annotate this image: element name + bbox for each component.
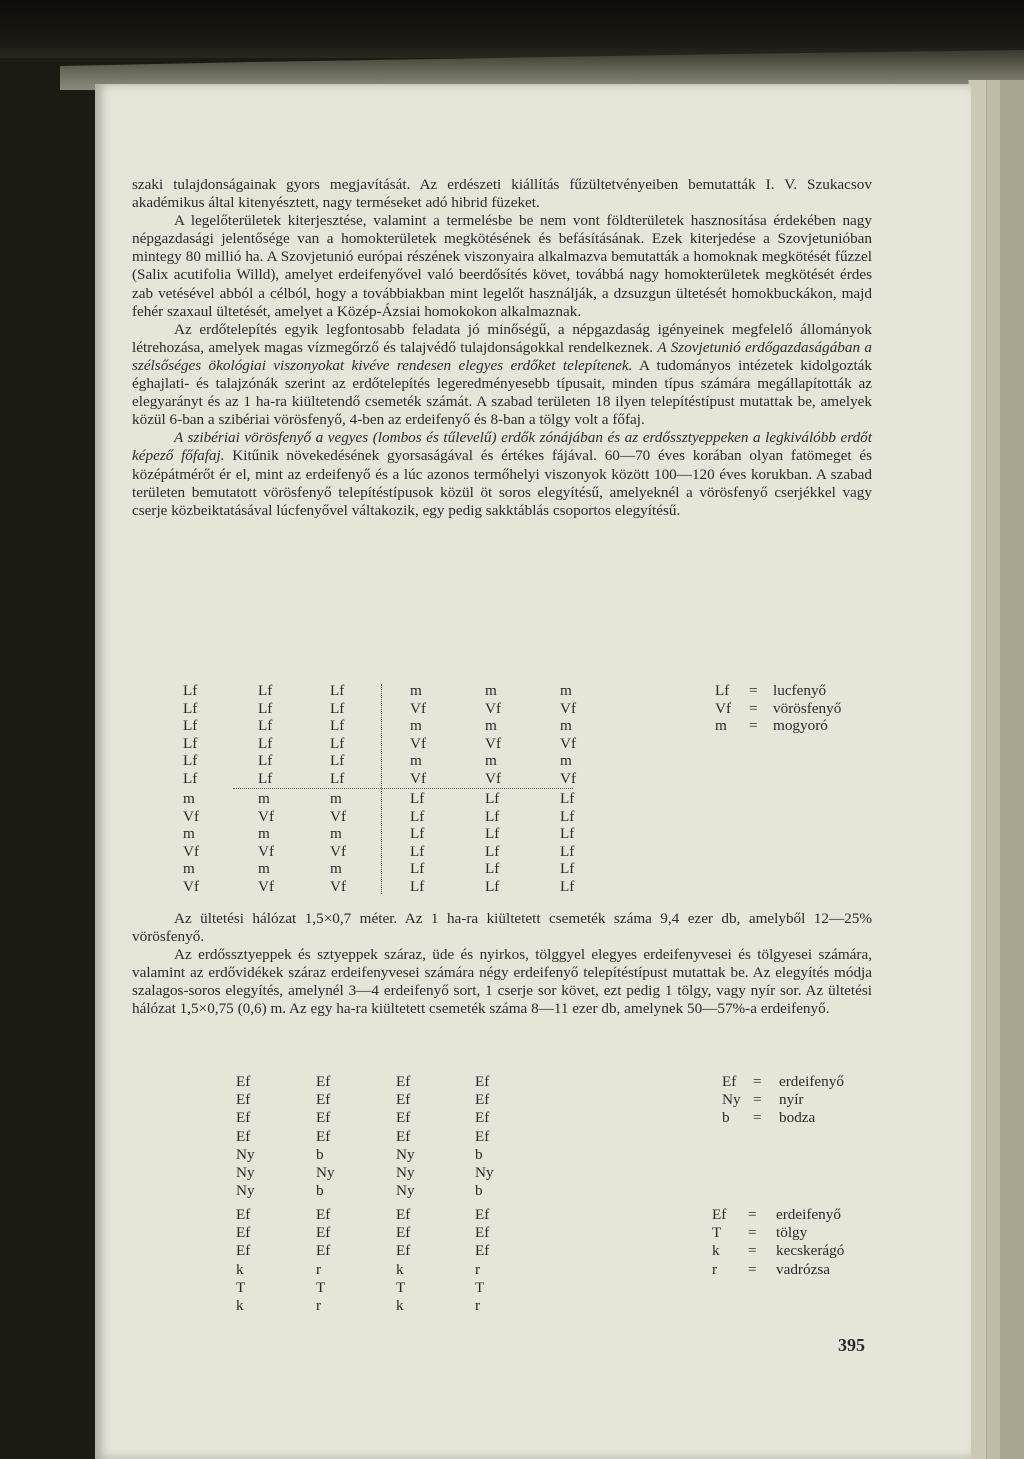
scheme1-cell: Vf bbox=[183, 807, 200, 825]
scheme2-cell: b bbox=[475, 1145, 483, 1163]
legend-name: erdeifenyő bbox=[779, 1073, 844, 1090]
scheme1-cell: Lf bbox=[183, 699, 198, 717]
scheme1-cell: Lf bbox=[183, 717, 198, 735]
paragraph: Az ültetési hálózat 1,5×0,7 méter. Az 1 ha-ra kiültetett csemeték száma 9,4 ezer db, amelyből 12—25% vörösfenyő. bbox=[132, 910, 872, 946]
scheme3-cell: r bbox=[316, 1297, 322, 1314]
scheme1-cell: Lf bbox=[560, 860, 575, 878]
scheme2-cell: Ef bbox=[396, 1109, 411, 1127]
scheme2-cell: Ny bbox=[396, 1182, 415, 1200]
scheme2-cell: Ny bbox=[396, 1164, 415, 1181]
scheme3-cell: r bbox=[475, 1260, 481, 1278]
text-span: A tudományos intézetek kidolgozták éghajlati- és talajzónák szerint az erdőtelepítés legeredményesebb típusait, minden típus számára megállapították az elegyarányt és az 1 ha-ra kiültetendő csemeték számát. A szabad területen 18 ilyen telepítéstípust mutattak be, amelyek közül 6-ban a szibériai vörösfenyő, 4-ben az erdeifenyő és 8-ban a tölgy volt a főfaj. bbox=[132, 356, 872, 429]
scheme1-cell: Vf bbox=[560, 699, 577, 717]
legend-name: erdeifenyő bbox=[776, 1206, 841, 1223]
scheme1-cell: Lf bbox=[183, 752, 198, 770]
scheme1-cell: Lf bbox=[560, 878, 575, 895]
scheme1-cell: m bbox=[183, 790, 195, 807]
legend-abbr: m bbox=[715, 717, 727, 735]
scheme3-cell: Ef bbox=[316, 1206, 331, 1223]
scheme3-cell: Ef bbox=[475, 1206, 490, 1223]
legend-abbr: Ef bbox=[712, 1206, 727, 1223]
scheme1-cell: Lf bbox=[330, 734, 345, 752]
scheme1-cell: Lf bbox=[258, 682, 273, 699]
scheme1-cell: Lf bbox=[560, 825, 575, 843]
scheme3-cell: k bbox=[236, 1260, 244, 1278]
scheme1-cell: Vf bbox=[410, 734, 427, 752]
scheme3-cell: Ef bbox=[396, 1206, 411, 1223]
text-span: A legelőterületek kiterjesztése, valamint a termelésbe be nem vont földterületek hasznosítása érdekében nagy népgazdasági jelentősége van a homokterületek megkötésének és befásításának. Ezek kiterjedése a Szovjetunióban mintegy 80 millió ha. A Szovjetunió európai részének viszonyaira alkalmazva bemutatták a homoknak megkötését fűzzel (Salix acutifolia Willd), amelyet erdeifenyővel való beerdősítés követ, továbbá nagy homokterületek megkötését érdes zab vetésével abból a célból, hogy a továbbiakban mint legelőt használják, a dzsuzgun ültetését homokbuckákon, majd fehér szaxaul ültetését, amelyet a Közép-Ázsiai homokokon alkalmaznak. bbox=[132, 212, 872, 320]
scheme1-cell: Lf bbox=[485, 842, 500, 860]
text-span: Az erdőtelepítés egyik legfontosabb feladata jó minőségű, a népgazdaság igényeinek megfelelő állományok létrehozása, amelyek magas vízmegőrző és talajvédő tulajdonságokkal rendelkeznek. bbox=[132, 320, 872, 356]
scheme1-cell: m bbox=[258, 860, 270, 878]
scheme1-cell: Lf bbox=[410, 790, 425, 807]
scheme2-cell: Ef bbox=[236, 1091, 251, 1109]
scheme1-cell: Lf bbox=[485, 878, 500, 895]
scheme1-cell: m bbox=[485, 717, 497, 735]
scheme1-cell: Lf bbox=[258, 699, 273, 717]
scheme1-cell: Vf bbox=[183, 878, 200, 895]
scheme1-cell: m bbox=[258, 825, 270, 843]
scheme2-cell: Ny bbox=[236, 1145, 255, 1163]
scheme1-cell: Vf bbox=[183, 842, 200, 860]
scheme1-cell: m bbox=[183, 825, 195, 843]
scheme3-cell: Ef bbox=[475, 1242, 490, 1260]
scheme1-cell: m bbox=[183, 860, 195, 878]
scheme1-cell: Lf bbox=[410, 860, 425, 878]
scheme2-cell: Ef bbox=[396, 1091, 411, 1109]
scheme1-cell: Lf bbox=[330, 717, 345, 735]
scheme1-cell: m bbox=[410, 717, 422, 735]
scheme1-cell: Vf bbox=[485, 699, 502, 717]
scheme1-cell: Lf bbox=[485, 790, 500, 807]
scheme1-cell: m bbox=[560, 752, 572, 770]
legend-name: nyír bbox=[779, 1091, 804, 1109]
scheme1-cell: m bbox=[410, 682, 422, 699]
legend-eq: = bbox=[748, 1242, 757, 1260]
scheme1-cell: Lf bbox=[258, 752, 273, 770]
scheme3-cell: Ef bbox=[236, 1224, 251, 1242]
legend-eq: = bbox=[748, 1260, 757, 1278]
scheme1-cell: Lf bbox=[330, 682, 345, 699]
legend-abbr: b bbox=[722, 1109, 730, 1127]
text-span: szaki tulajdonságainak gyors megjavítását. Az erdészeti kiállítás fűzültetvényeiben bemutatták I. V. Szukacsov akadémikus által kitenyésztett, nagy termésеket adó hibrid füzeket. bbox=[132, 176, 872, 212]
scheme1-cell: Lf bbox=[410, 878, 425, 895]
scheme3-cell: Ef bbox=[236, 1206, 251, 1223]
scheme1-cell: Vf bbox=[560, 770, 577, 787]
scheme1-cell: Lf bbox=[410, 842, 425, 860]
scheme1-cell: Vf bbox=[410, 699, 427, 717]
scheme1-cell: Lf bbox=[183, 734, 198, 752]
scheme3-cell: r bbox=[475, 1297, 481, 1314]
italic-text: A Szovjetunió erdőgazdaságában a szélsőséges ökológiai viszonyokat kivéve rendesen elegyes erdőket telepítenek. bbox=[132, 338, 872, 374]
scheme1-cell: Vf bbox=[330, 807, 347, 825]
scheme2-cell: Ny bbox=[236, 1164, 255, 1181]
scheme2-cell: b bbox=[316, 1182, 324, 1200]
text-span: Kitűnik növekedésének gyorsaságával és értékes fájával. 60—70 éves korában olyan fatömeget és középátmérőt ér el, mint az erdeifenyő és a lúc azonos termőhelyi viszonyok között 100—120 éves korukban. A szabad területen bemutatott vörösfenyő telepítéstípusok közül öt soros elegyítésű, amelyeknél a vörösfenyő cserjékkel vagy cserje közbeiktatásával lúcfenyővel váltakozik, egy pedig sakktáblás csoportos elegyítésű. bbox=[132, 447, 872, 519]
legend-name: bodza bbox=[779, 1109, 816, 1127]
legend-eq: = bbox=[749, 699, 758, 717]
scheme1-cell: Lf bbox=[560, 790, 575, 807]
scheme2-cell: Ef bbox=[316, 1109, 331, 1127]
scheme1-cell: m bbox=[485, 682, 497, 699]
scheme3-cell: Ef bbox=[316, 1224, 331, 1242]
scheme2-cell: Ef bbox=[316, 1091, 331, 1109]
scheme1-cell: Vf bbox=[485, 770, 502, 787]
scheme2-cell: Ny bbox=[475, 1164, 494, 1181]
legend-abbr: Ny bbox=[722, 1091, 741, 1109]
scheme3-cell: k bbox=[236, 1297, 244, 1314]
dotted-divider bbox=[381, 684, 382, 894]
scheme2-cell: Ef bbox=[475, 1073, 490, 1090]
scheme1-cell: Vf bbox=[258, 842, 275, 860]
scheme1-cell: m bbox=[330, 860, 342, 878]
scheme1-cell: m bbox=[258, 790, 270, 807]
scheme1-cell: Lf bbox=[258, 770, 273, 787]
scheme1-cell: m bbox=[410, 752, 422, 770]
scheme2-cell: Ef bbox=[475, 1127, 490, 1145]
scheme1-cell: m bbox=[560, 682, 572, 699]
legend-abbr: T bbox=[712, 1224, 722, 1242]
scheme2-cell: Ef bbox=[396, 1127, 411, 1145]
scheme1-cell: Lf bbox=[258, 734, 273, 752]
scheme2-cell: Ef bbox=[236, 1109, 251, 1127]
legend-name: vörösfenyő bbox=[773, 699, 842, 717]
scheme1-cell: Lf bbox=[258, 717, 273, 735]
scheme1-cell: Vf bbox=[330, 842, 347, 860]
scheme1-cell: Vf bbox=[330, 878, 347, 895]
scheme3-cell: T bbox=[396, 1278, 406, 1296]
scheme2-cell: Ny bbox=[396, 1145, 415, 1163]
scheme3-cell: Ef bbox=[396, 1242, 411, 1260]
scheme2-cell: Ef bbox=[475, 1091, 490, 1109]
scheme1-cell: Lf bbox=[410, 825, 425, 843]
scheme1-cell: Vf bbox=[258, 807, 275, 825]
scheme1-cell: Vf bbox=[485, 734, 502, 752]
scheme2-cell: Ef bbox=[316, 1127, 331, 1145]
body-text-2 bbox=[132, 910, 872, 1019]
legend-eq: = bbox=[753, 1109, 762, 1127]
scheme3-cell: Ef bbox=[475, 1224, 490, 1242]
scheme1-cell: Lf bbox=[485, 825, 500, 843]
scheme1-cell: Lf bbox=[330, 770, 345, 787]
legend-eq: = bbox=[753, 1091, 762, 1109]
scheme2-cell: Ef bbox=[316, 1073, 331, 1090]
scheme3-cell: T bbox=[236, 1278, 246, 1296]
scheme2-cell: Ef bbox=[475, 1109, 490, 1127]
scheme3-cell: T bbox=[316, 1278, 326, 1296]
legend-abbr: Lf bbox=[715, 682, 730, 699]
legend-eq: = bbox=[748, 1224, 757, 1242]
legend-name: tölgy bbox=[776, 1224, 808, 1242]
scheme2-cell: b bbox=[316, 1145, 324, 1163]
scheme3-cell: r bbox=[316, 1260, 322, 1278]
scheme1-cell: Vf bbox=[258, 878, 275, 895]
scheme1-cell: m bbox=[560, 717, 572, 735]
legend-eq: = bbox=[749, 717, 758, 735]
scheme2-cell: b bbox=[475, 1182, 483, 1200]
legend-name: mogyoró bbox=[773, 717, 828, 735]
legend-eq: = bbox=[748, 1206, 757, 1223]
scheme1-cell: Lf bbox=[183, 770, 198, 787]
legend-name: kecskerágó bbox=[776, 1242, 845, 1260]
scheme3-cell: k bbox=[396, 1260, 404, 1278]
dotted-divider bbox=[233, 788, 573, 789]
scheme3-cell: Ef bbox=[396, 1224, 411, 1242]
scheme3-cell: T bbox=[475, 1278, 485, 1296]
legend-name: lucfenyő bbox=[773, 682, 827, 699]
legend-abbr: Vf bbox=[715, 699, 732, 717]
scheme2-cell: Ef bbox=[396, 1073, 411, 1090]
page-number: 395 bbox=[838, 1335, 865, 1355]
scheme1-cell: Lf bbox=[410, 807, 425, 825]
legend-eq: = bbox=[749, 682, 758, 699]
scheme2-cell: Ef bbox=[236, 1073, 251, 1090]
scheme1-cell: Lf bbox=[330, 699, 345, 717]
scheme1-cell: Lf bbox=[560, 807, 575, 825]
legend-eq: = bbox=[753, 1073, 762, 1090]
legend-name: vadrózsa bbox=[776, 1260, 830, 1278]
scheme1-cell: Vf bbox=[560, 734, 577, 752]
paragraph: Az erdőssztyeppek és sztyeppek száraz, üde és nyirkos, tölggyel elegyes erdeifenyvesei és tölgyesei számára, valamint az erdővidékek száraz erdeifenyvesei számára négy erdeifenyő telepítéstípust mutattak be. Az elegyítés módja szalagos-soros elegyítés, amelynél 3—4 erdeifenyő sort, 1 cserje sor követ, ezt pedig 1 tölgy, vagy nyír sor. Az ültetési hálózat 1,5×0,75 (0,6) m. Az egy ha-ra kiültetett csemeték száma 8—11 ezer db, amelynek 50—57%-a erdeifenyő. bbox=[132, 946, 872, 1018]
scheme3-cell: Ef bbox=[236, 1242, 251, 1260]
scheme1-cell: Lf bbox=[330, 752, 345, 770]
scheme1-cell: Lf bbox=[485, 807, 500, 825]
scheme1-cell: m bbox=[330, 825, 342, 843]
legend-abbr: Ef bbox=[722, 1073, 737, 1090]
scheme1-cell: Lf bbox=[485, 860, 500, 878]
scheme2-cell: Ny bbox=[236, 1182, 255, 1200]
italic-text: A szibériai vörösfenyő a vegyes (lombos és tűlevelű) erdők zónájában és az erdőssztyeppeken a legkiválóbb erdőt képező főfafaj. bbox=[132, 429, 872, 465]
scheme2-cell: Ef bbox=[236, 1127, 251, 1145]
scheme1-cell: Lf bbox=[183, 682, 198, 699]
scheme1-cell: Lf bbox=[560, 842, 575, 860]
scheme3-cell: k bbox=[396, 1297, 404, 1314]
scheme1-cell: Vf bbox=[410, 770, 427, 787]
legend-abbr: r bbox=[712, 1260, 718, 1278]
legend-abbr: k bbox=[712, 1242, 720, 1260]
scheme1-cell: m bbox=[330, 790, 342, 807]
scheme1-cell: m bbox=[485, 752, 497, 770]
scheme2-cell: Ny bbox=[316, 1164, 335, 1181]
scheme3-cell: Ef bbox=[316, 1242, 331, 1260]
